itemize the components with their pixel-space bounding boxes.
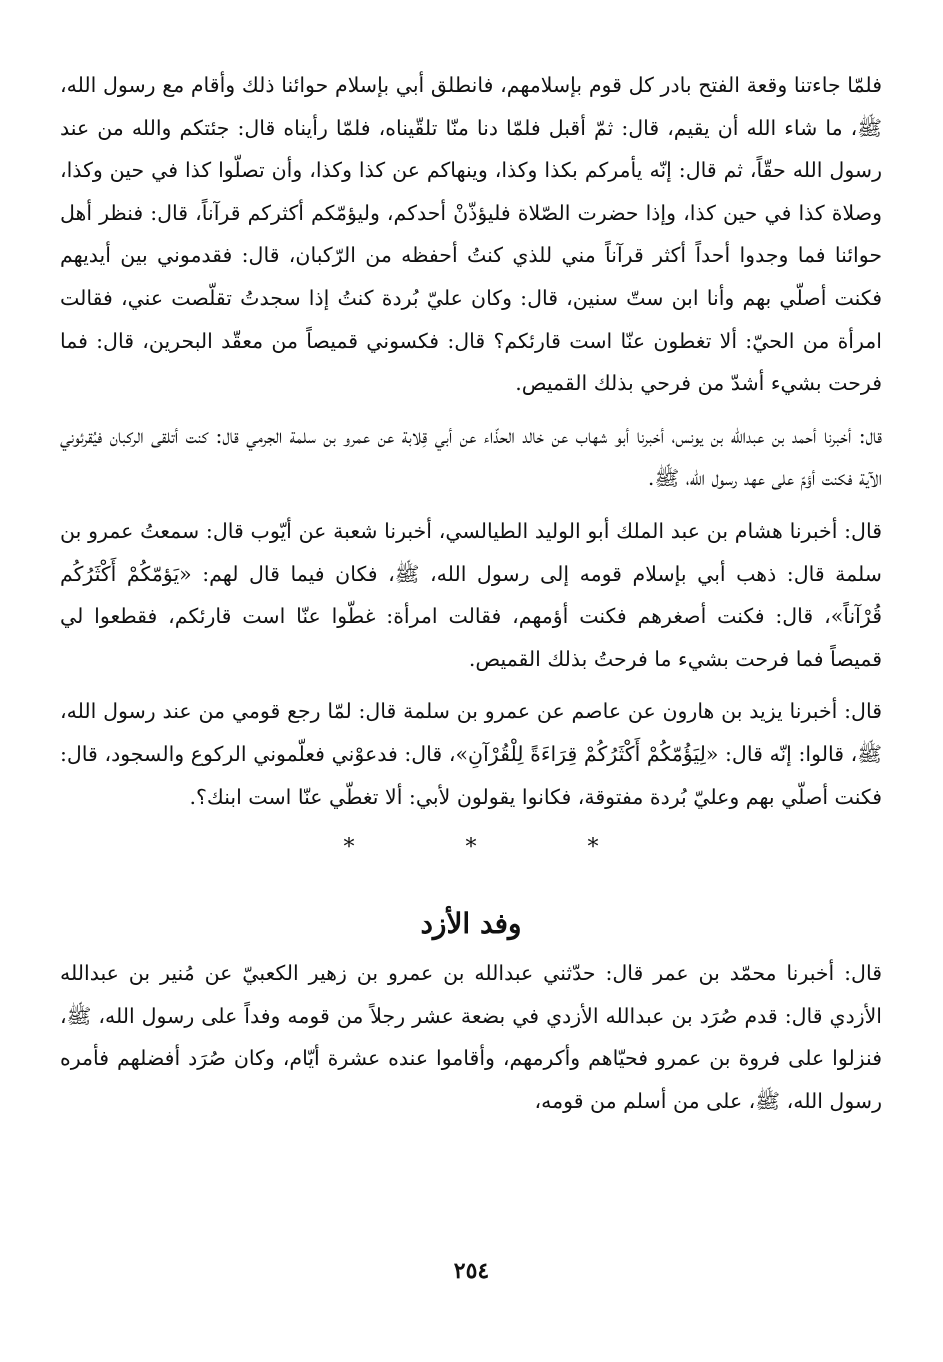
paragraph-prayer-leader-story: فلمّا جاءتنا وقعة الفتح بادر كل قوم بإسلامهم، فانطلق أبي بإسلام حوائنا ذلك وأقام مع رسول الله، ﷺ، ما شاء الله أن يقيم، قال: ثمّ أقبل فلمّا دنا منّا تلقّيناه، فلمّا رأيناه قال: جئتكم والله من عند رسول الله حقّاً، ثم قال: إنّه يأمركم بكذا وكذا، وينهاكم عن كذا وكذا، وأن تصلّوا كذا في حين وكذا، وصلاة كذا في حين كذا، وإذا حضرت الصّلاة فليؤذّنْ أحدكم، وليؤمّكم أكثركم قرآناً، قال: فنظر أهل حوائنا فما وجدوا أحداً أكثر قرآناً مني للذي كنتُ أحفظه من الرّكبان، قال: فقدموني بين أيديهم فكنت أصلّي بهم وأنا ابن ستّ سنين، قال: وكان عليّ بُردة كنتُ إذا سجدتُ تقلّصت عني، فقالت امرأة من الحيّ: ألا تغطون عنّا است قارئكم؟ قال: فكسوني قميصاً من معقّد البحرين، قال: فما فرحت بشيء أشدّ من فرحي بذلك القميص. — [60, 73, 882, 396]
paragraph-azd-delegation: قال: أخبرنا محمّد بن عمر قال: حدّثني عبدالله بن عمرو بن زهير الكعبيّ عن مُنير بن عبدالله الأزدي قال: قدم صُرَد بن عبدالله الأزدي في بضعة عشر رجلاً من قومه وفداً على رسول الله، ﷺ، فنزلوا على فروة بن عمرو فحيّاهم وأكرمهم، وأقاموا عنده عشرة أيّام، وكان صُرَد أفضلهم فأمره رسول الله، ﷺ، على من أسلم من قومه، — [60, 961, 882, 1113]
paragraph-hisham-narration: قال: أخبرنا هشام بن عبد الملك أبو الوليد الطيالسي، أخبرنا شعبة عن أيّوب قال: سمعتُ عمرو بن سلمة قال: ذهب أبي بإسلام قومه إلى رسول الله، ﷺ، فكان فيما قال لهم: «يَؤمّكُمْ أَكْثَرُكُم قُرْآناً»، قال: فكنت أصغرهم فكنت أؤمهم، فقالت امرأة: غطّوا عنّا است قارئكم، فقطعوا لي قميصاً فما فرحت بشيء ما فرحتُ بذلك القميص. — [60, 518, 882, 671]
paragraph-yazid-narration: قال: أخبرنا يزيد بن هارون عن عاصم عن عمرو بن سلمة قال: لمّا رجع قومي من عند رسول الله، ﷺ، قالوا: إنّه قال: «لِيَؤُمّكُمْ أَكْثَرُكُمْ قِرَاءَةً لِلْقُرْآنِ»، قال: فدعوْني فعلّموني الركوع والسجود، قال: فكنت أصلّي بهم وعليّ بُردة مفتوقة، فكانوا يقولون لأبي: ألا تغطّي عنّا است ابنك؟. — [60, 699, 882, 809]
section-heading: وفد الأزد — [420, 907, 522, 941]
paragraph-ahmad-narration: قال: أخبرنا أحمد بن عبدالله بن يونس، أخبرنا أبو شهاب عن خالد الحذّاء عن أبي قِلابة عن عمرو بن سلمة الجرمي قال: كنت أتلقى الركبان فيُقرئوني الآية فكنت أؤمّ على عهد رسول الله، ﷺ. — [60, 423, 882, 491]
book-page — [60, 64, 882, 1334]
section-separator: * * * — [343, 835, 651, 861]
page-number: ٢٥٤ — [453, 1258, 490, 1284]
